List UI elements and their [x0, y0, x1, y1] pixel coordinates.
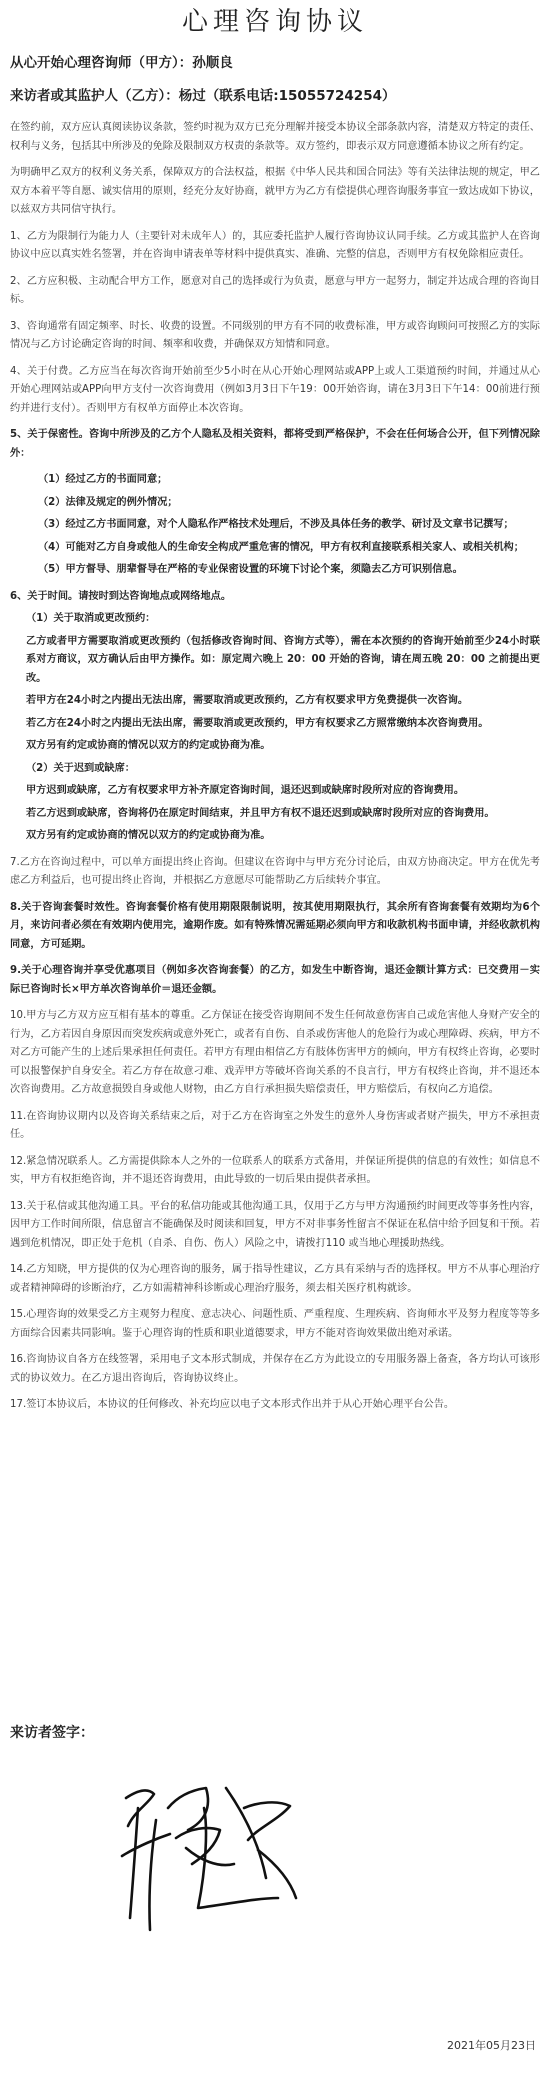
clause-31: 15.心理咨询的效果受乙方主观努力程度、意志决心、问题性质、严重程度、生理疾病、咨询师水平及努力程度等等多方面综合因素共同影响。鉴于心理咨询的性质和职业道德要求，甲方不能对咨询效果做出绝对承诺。: [10, 1309, 540, 1339]
clause-2: 为明确甲乙双方的权利义务关系，保障双方的合法权益，根据《中华人民共和国合同法》等有关法律法规的规定，甲乙双方本着平等自愿、诚实信用的原则，经充分友好协商，就甲方为乙方有偿提供心理咨询服务事宜一致达成如下协议，以兹双方共同信守执行。: [10, 167, 540, 215]
clause-12: （5）甲方督导、朋辈督导在严格的专业保密设置的环境下讨论个案，须隐去乙方可识别信息。: [38, 564, 463, 575]
clause-28: 12.紧急情况联系人。乙方需提供除本人之外的一位联系人的联系方式备用，并保证所提供的信息的有效性；如信息不实，甲方有权拒绝咨询，并不退还咨询费用，由此导致的一切后果由提供者承担。: [10, 1155, 540, 1185]
clause-19: （2）关于迟到或缺席：: [26, 762, 135, 774]
clause-14: （1）关于取消或更改预约：: [26, 613, 156, 624]
clause-15: 乙方或者甲方需要取消或更改预约（包括修改咨询时间、咨询方式等），需在本次预约的咨询开始前至少24小时联系对方商议，双方确认后由甲方操作。如：原定周六晚上 20：00 开始的咨询，请在周五晚 20：00 之前提出更改。: [26, 635, 540, 684]
signature-image: [108, 1768, 308, 1938]
agreement-body: [10, 119, 540, 1415]
clause-30: 14.乙方知晓，甲方提供的仅为心理咨询的服务，属于指导性建议，乙方具有采纳与否的选择权。甲方不从事心理治疗或者精神障碍的诊断治疗，乙方如需精神科诊断或心理治疗服务，须去相关医疗机构就诊。: [10, 1264, 540, 1294]
clause-16: 若甲方在24小时之内提出无法出席，需要取消或更改预约，乙方有权要求甲方免费提供一次咨询。: [26, 695, 469, 706]
signature-date: 2021年05月23日: [447, 2039, 536, 2052]
clause-13: 6、关于时间。请按时到达咨询地点或网络地点。: [10, 590, 232, 602]
clause-6: 4、关于付费。乙方应当在每次咨询开始前至少5小时在从心开始心理网站或APP上或人工渠道预约时间，并通过从心开始心理网站或APP向甲方支付一次咨询费用（例如3月3日下午19：00开始咨询，请在3月3日下午14：00前进行预约并进行支付）。否则甲方有权单方面停止本次咨询。: [10, 365, 540, 414]
clause-33: 17.签订本协议后，本协议的任何修改、补充均应以电子文本形式作出并于从心开始心理平台公告。: [10, 1399, 455, 1410]
clause-5: 3、咨询通常有固定频率、时长、收费的设置。不同级别的甲方有不同的收费标准，甲方或咨询顾问可按照乙方的实际情况与乙方讨论确定咨询的时间、频率和收费，并确保双方知情和同意。: [10, 320, 540, 350]
clause-22: 双方另有约定或协商的情况以双方的约定或协商为准。: [26, 830, 271, 841]
clause-17: 若乙方在24小时之内提出无法出席，需要取消或更改预约，甲方有权要求乙方照常缴纳本次咨询费用。: [26, 717, 489, 729]
party-a: 从心开始心理咨询师（甲方）：孙顺良: [10, 55, 233, 71]
clause-32: 16.咨询协议自各方在线签署，采用电子文本形式制成，并保存在乙方为此设立的专用服务器上备查，各方均认可该形式的协议效力。在乙方退出咨询后，咨询协议终止。: [10, 1354, 540, 1384]
clause-29: 13.关于私信或其他沟通工具。平台的私信功能或其他沟通工具，仅用于乙方与甲方沟通预约时间更改等事务性内容，因甲方工作时间所限，信息留言不能确保及时阅读和回复，甲方不对非事务性留言不保证在私信中给予回复和干预。若遇到危机情况，即正处于危机（自杀、自伤、伤人）风险之中，请拨打110 或当地心理援助热线。: [10, 1200, 540, 1249]
clause-1: 在签约前，双方应认真阅读协议条款，签约时视为双方已充分理解并接受本协议全部条款内容，清楚双方特定的责任、权利与义务，包括其中所涉及的免除及限制双方权责的条款等。双方签约，即表示双方同意遵循本协议之所有约定。: [10, 122, 540, 152]
clause-7: 5、关于保密性。咨询中所涉及的乙方个人隐私及相关资料，都将受到严格保护，不会在任何场合公开，但下列情况除外：: [10, 429, 540, 459]
clause-18: 双方另有约定或协商的情况以双方的约定或协商为准。: [26, 740, 271, 751]
party-b: 来访者或其监护人（乙方）：杨过（联系电话:15055724254）: [10, 88, 396, 104]
clause-11: （4）可能对乙方自身或他人的生命安全构成严重危害的情况，甲方有权利直接联系相关家人、或相关机构；: [38, 541, 524, 553]
signature-label: 来访者签字：: [10, 1725, 94, 1741]
clause-25: 9.关于心理咨询并享受优惠项目（例如多次咨询套餐）的乙方，如发生中断咨询，退还金额计算方式：已交费用－实际已咨询时长×甲方单次咨询单价＝退还金额。: [10, 965, 540, 995]
clause-23: 7.乙方在咨询过程中，可以单方面提出终止咨询。但建议在咨询中与甲方充分讨论后，由双方协商决定。甲方在优先考虑乙方利益后，也可提出终止咨询，并根据乙方意愿尽可能帮助乙方后续转介事宜。: [10, 856, 540, 886]
clause-26: 10.甲方与乙方双方应互相有基本的尊重。乙方保证在接受咨询期间不发生任何故意伤害自己或危害他人身财产安全的行为，乙方若因自身原因而突发疾病或意外死亡，或者有自伤、自杀或伤害他人的危险行为或心理障碍、疾病，甲方不对乙方可能产生的上述后果承担任何责任。若甲方有理由相信乙方有肢体伤害甲方的倾向，甲方有权终止咨询，必要时可以报警保护自身安全。若乙方存在故意刁难、戏弄甲方等破坏咨询关系的不良言行，甲方有权终止咨询，并不退还本次咨询费用。乙方故意损毁自身或他人财物，由乙方自行承担损失赔偿责任，甲方赔偿后，有权向乙方追偿。: [10, 1010, 540, 1095]
clause-8: （1）经过乙方的书面同意；: [38, 474, 168, 485]
document-title: 心理咨询协议: [181, 7, 368, 37]
clause-9: （2）法律及规定的例外情况；: [38, 496, 178, 508]
clause-27: 11.在咨询协议期内以及咨询关系结束之后，对于乙方在咨询室之外发生的意外人身伤害或者财产损失，甲方不承担责任。: [10, 1110, 540, 1140]
clause-4: 2、乙方应积极、主动配合甲方工作，愿意对自己的选择或行为负责，愿意与甲方一起努力，制定并达成合理的咨询目标。: [10, 275, 540, 305]
clause-24: 8.关于咨询套餐时效性。咨询套餐价格有使用期限限制说明，按其使用期限执行，其余所有咨询套餐有效期均为6个月，来访问者必须在有效期内使用完，逾期作废。如有特殊情况需延期必须向甲方和收款机构书面申请，并经收款机构同意，方可延期。: [10, 901, 540, 950]
clause-21: 若乙方迟到或缺席，咨询将仍在原定时间结束，并且甲方有权不退还迟到或缺席时段所对应的咨询费用。: [26, 807, 495, 819]
clause-3: 1、乙方为限制行为能力人（主要针对未成年人）的，其应委托监护人履行咨询协议认同手续。乙方或其监护人在咨询协议中应以真实姓名签署，并在咨询申请表单等材料中提供真实、准确、完整的信息，否则甲方有权免除相应责任。: [10, 230, 540, 260]
clause-20: 甲方迟到或缺席，乙方有权要求甲方补齐原定咨询时间，退还迟到或缺席时段所对应的咨询费用。: [26, 785, 465, 796]
clause-10: （3）经过乙方书面同意，对个人隐私作严格技术处理后，不涉及具体任务的教学、研讨及文章书记撰写；: [38, 519, 514, 530]
